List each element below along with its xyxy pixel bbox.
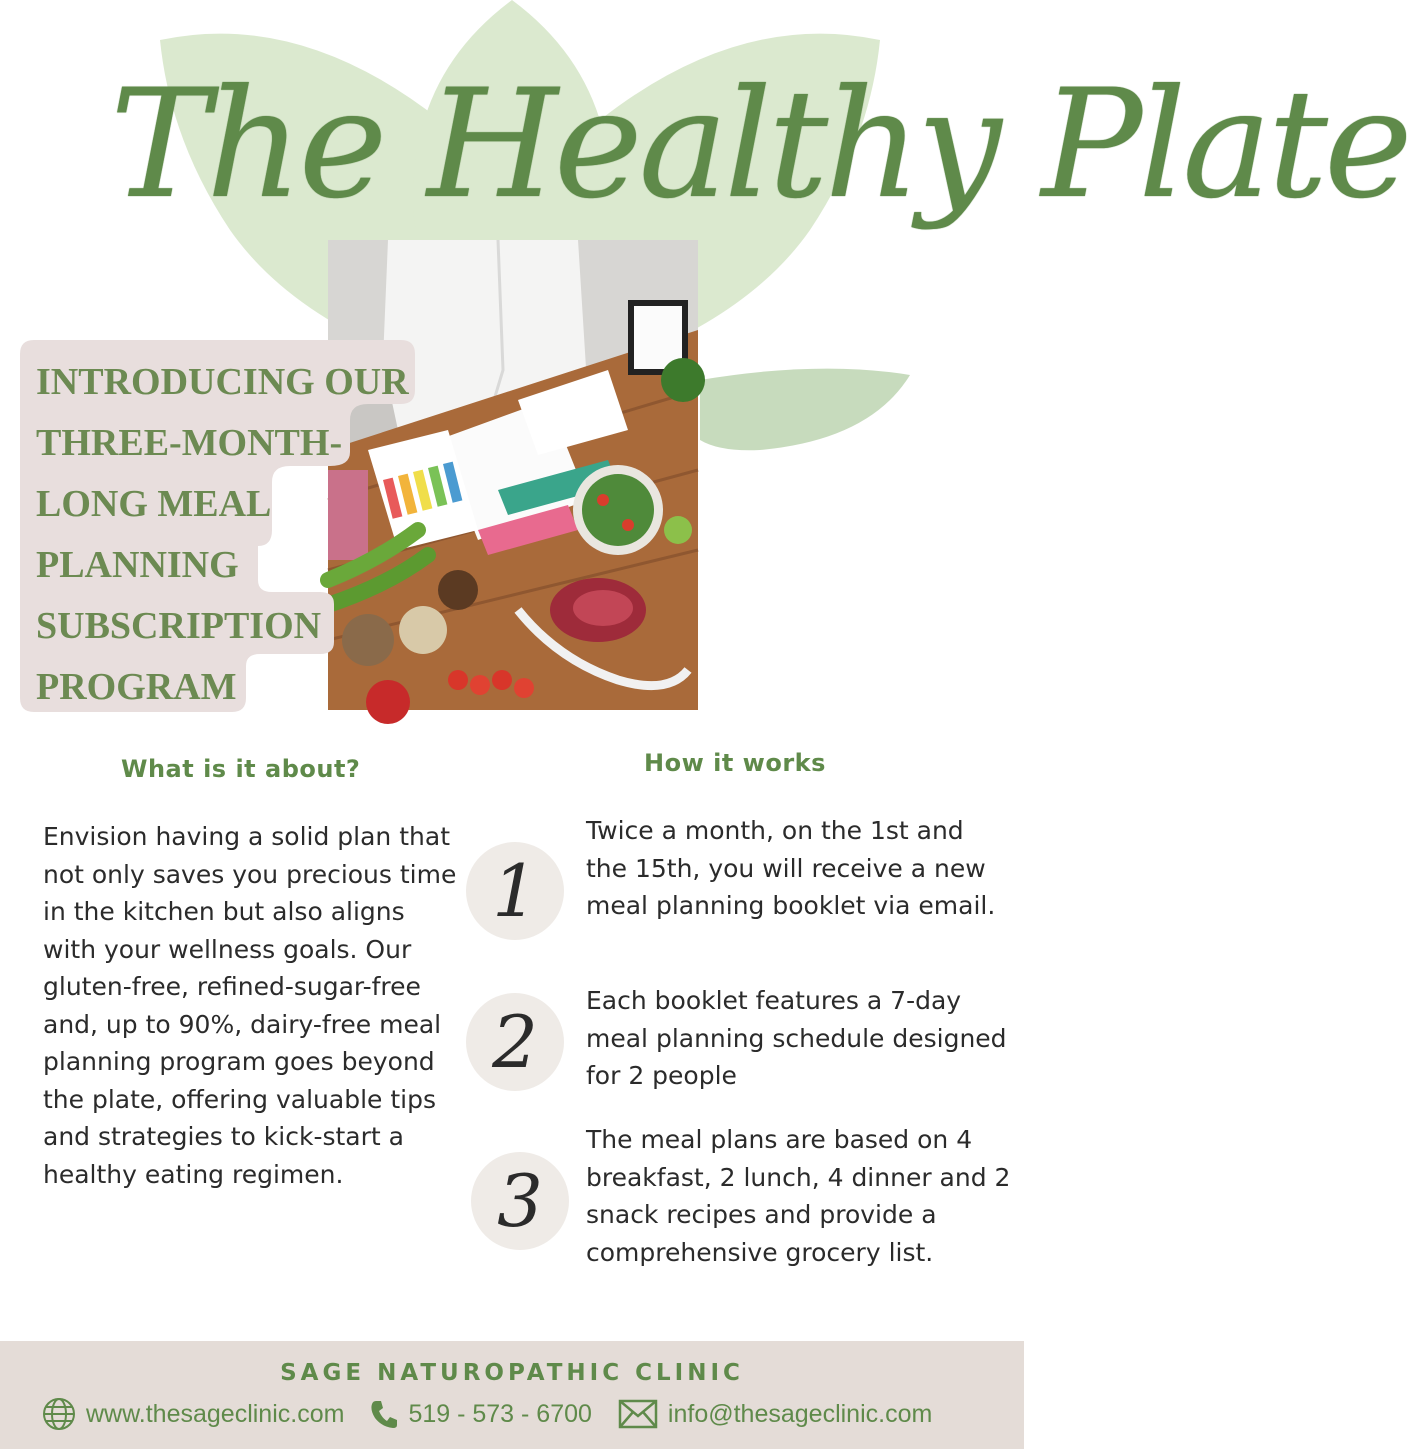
step-text-2: Each booklet features a 7-day meal planning schedule designed for 2 people — [586, 986, 1007, 1090]
step-number-1: 1 — [466, 842, 564, 940]
intro-line: LONG MEAL — [36, 483, 272, 525]
contact-row — [42, 1394, 932, 1434]
email-link[interactable]: info@thesageclinic.com — [667, 1399, 933, 1428]
intro-line: PROGRAM — [36, 666, 237, 708]
step-text-1: Twice a month, on the 1st and the 15th, you will receive a new meal planning booklet via email. — [586, 816, 996, 920]
clinic-name: SAGE NATUROPATHIC CLINIC — [280, 1360, 744, 1386]
footer — [0, 1341, 1024, 1449]
step-text-3: The meal plans are based on 4 breakfast, 2 lunch, 4 dinner and 2 snack recipes and provide a comprehensive grocery list. — [586, 1125, 1011, 1267]
about-heading: What is it about? — [121, 755, 361, 783]
envelope-icon — [618, 1399, 658, 1429]
step-number-3: 3 — [471, 1152, 569, 1250]
phone-icon — [370, 1399, 398, 1429]
intro-heading — [36, 352, 409, 718]
about-body: Envision having a solid plan that not only saves you precious time in the kitchen but also aligns with your wellness goals. Our gluten-free, refined-sugar-free and, up to 90%, dairy-free meal planning program goes beyond the plate, offering valuable tips and strategies to kick-start a healthy eating regimen. — [43, 822, 457, 1189]
intro-line: SUBSCRIPTION — [36, 605, 322, 647]
intro-block — [20, 340, 415, 712]
step-number-2: 2 — [466, 993, 564, 1091]
intro-line: THREE-MONTH- — [36, 422, 343, 464]
website-link[interactable]: www.thesageclinic.com — [86, 1399, 345, 1428]
globe-icon — [42, 1397, 76, 1431]
phone-number[interactable]: 519 - 573 - 6700 — [408, 1399, 592, 1428]
intro-line: INTRODUCING OUR — [36, 361, 409, 403]
intro-line: PLANNING — [36, 544, 239, 586]
page-title: The Healthy Plate — [110, 58, 1409, 232]
how-it-works-heading: How it works — [644, 749, 826, 777]
